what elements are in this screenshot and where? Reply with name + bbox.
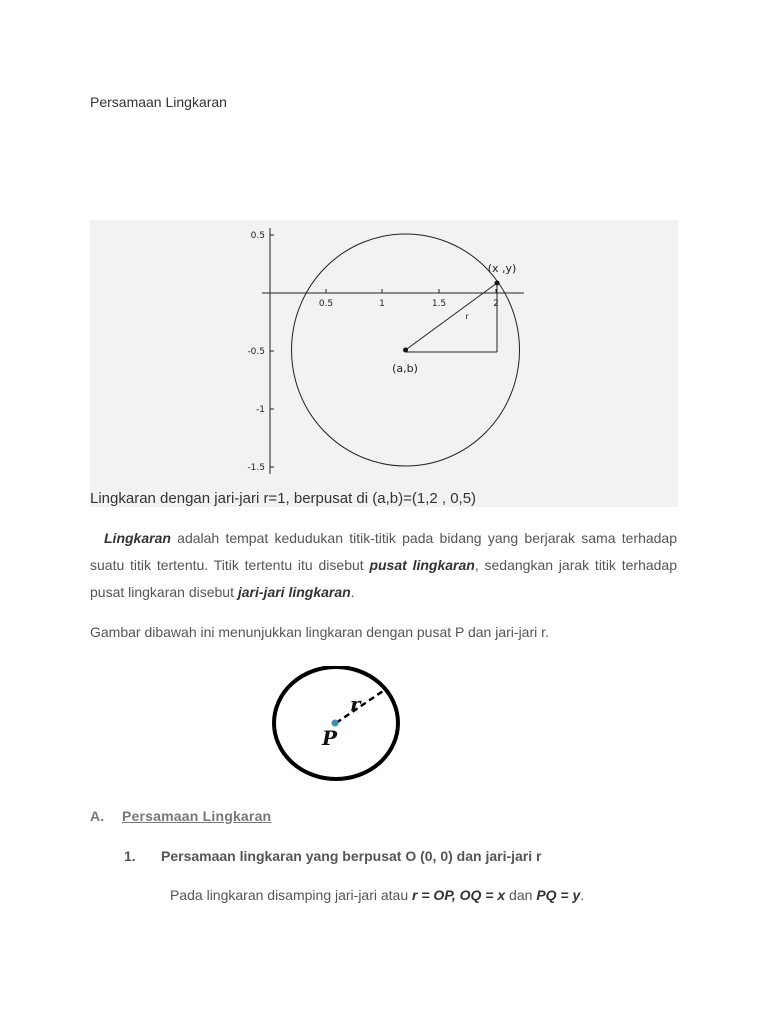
definition-paragraph (90, 525, 677, 606)
x-tick-label: 1.5 (431, 299, 447, 309)
figure-caption: Lingkaran dengan jari-jari r=1, berpusat di (a,b)=(1,2 , 0,5) (90, 490, 477, 507)
term-pusat-lingkaran: pusat lingkaran (369, 557, 475, 573)
subsection-label: Persamaan lingkaran yang berpusat O (0, 0) dan jari-jari r (161, 848, 542, 864)
figure-intro-paragraph: Gambar dibawah ini menunjukkan lingkaran dengan pusat P dan jari-jari r. (90, 624, 549, 640)
circle-graph (90, 220, 678, 507)
center-label: P (322, 726, 338, 750)
formula-pq: PQ = y (536, 887, 581, 903)
section-heading (90, 808, 271, 824)
paragraph-text: Pada lingkaran disamping jari-jari atau (170, 887, 413, 903)
formula-op-oq: r = OP, OQ = x (412, 887, 506, 903)
paragraph-text: dan (505, 887, 537, 903)
circle-point (495, 281, 500, 286)
circle-graph-figure (90, 220, 678, 507)
y-tick-label: -1 (256, 405, 265, 415)
paragraph-text: , sedangkan jarak titik terhadap pusat lingkaran disebut (90, 557, 677, 600)
center-label: (a,b) (392, 362, 418, 375)
y-tick-label: -1.5 (247, 463, 265, 473)
radius-label: r (465, 312, 469, 321)
term-jari-jari-lingkaran: jari-jari lingkaran (237, 584, 351, 600)
x-tick-label: 0.5 (318, 299, 334, 309)
term-lingkaran: Lingkaran (104, 530, 171, 546)
x-tick-label: 2 (493, 299, 499, 309)
paragraph-text: . (350, 584, 355, 600)
subsection-number: 1. (124, 848, 136, 864)
paragraph-text: . (580, 887, 585, 903)
y-tick-label: 0.5 (250, 231, 265, 241)
center-point (403, 348, 408, 353)
x-tick-label: 1 (379, 299, 385, 309)
circle-p-diagram (270, 666, 402, 784)
y-tick-label: -0.5 (247, 347, 265, 357)
explanation-paragraph (170, 887, 584, 903)
document-title: Persamaan Lingkaran (90, 94, 227, 110)
paragraph-text: adalah tempat kedudukan titik-titik pada bidang yang berjarak sama terhadap suatu titik tertentu. Titik tertentu itu disebut (90, 530, 677, 573)
radius-label: r (350, 692, 361, 716)
circle-p-figure (270, 666, 402, 784)
subsection-heading (124, 848, 541, 864)
section-label: Persamaan Lingkaran (122, 808, 272, 824)
section-number: A. (90, 808, 105, 824)
point-label: (x ,y) (487, 262, 517, 275)
